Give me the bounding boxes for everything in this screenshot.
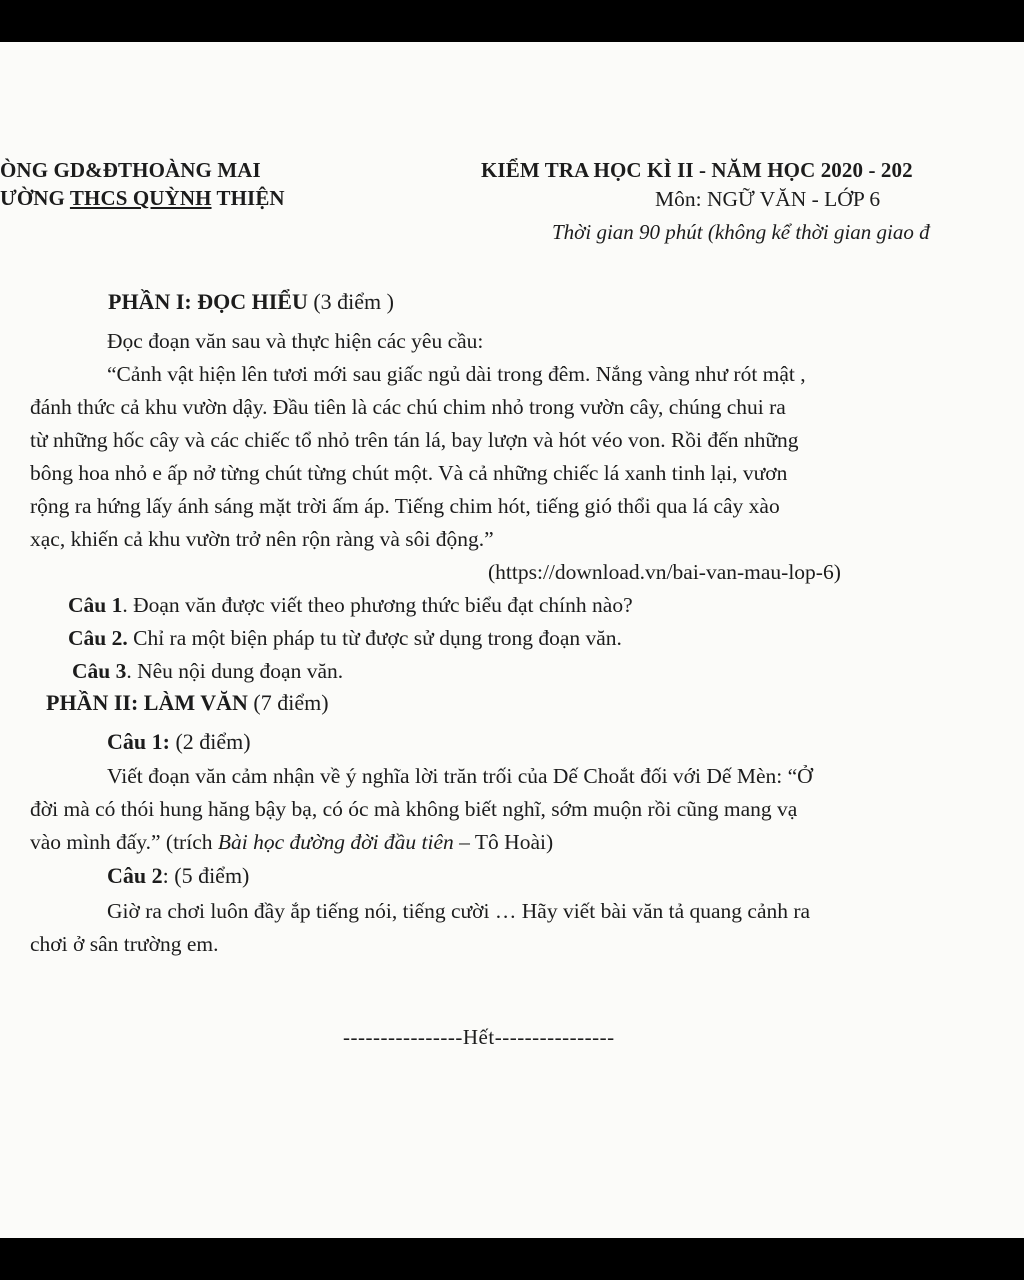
part2-q1-line: vào mình đấy.” (trích Bài học đường đời đầu tiên – Tô Hoài) bbox=[30, 830, 554, 854]
part2-q2-line: chơi ở sân trường em. bbox=[30, 932, 219, 956]
passage-line: đánh thức cả khu vườn dậy. Đầu tiên là các chú chim nhỏ trong vườn cây, chúng chui ra bbox=[30, 395, 786, 419]
question-2: Câu 2. Chỉ ra một biện pháp tu từ được sử dụng trong đoạn văn. bbox=[68, 626, 622, 650]
passage-line: rộng ra hứng lấy ánh sáng mặt trời ấm áp. Tiếng chim hót, tiếng gió thổi qua lá cây xào bbox=[30, 494, 780, 518]
part1-title: PHẦN I: ĐỌC HIỂU (3 điểm ) bbox=[108, 289, 394, 314]
part2-q1-line: đời mà có thói hung hăng bậy bạ, có óc mà không biết nghĩ, sớm muộn rồi cũng mang vạ bbox=[30, 797, 798, 821]
part2-question-1-heading: Câu 1: (2 điểm) bbox=[107, 729, 251, 754]
part2-title: PHẦN II: LÀM VĂN (7 điểm) bbox=[46, 690, 329, 715]
passage-line: xạc, khiến cả khu vườn trở nên rộn ràng và sôi động.” bbox=[30, 527, 494, 551]
passage-line: từ những hốc cây và các chiếc tổ nhỏ trên tán lá, bay lượn và hót véo von. Rồi đến những bbox=[30, 428, 799, 452]
part2-q2-line: Giờ ra chơi luôn đầy ắp tiếng nói, tiếng cười … Hãy viết bài văn tả quang cảnh ra bbox=[107, 899, 811, 923]
school-name-underlined: THCS QUỲNH bbox=[69, 186, 212, 210]
question-3: Câu 3. Nêu nội dung đoạn văn. bbox=[72, 659, 344, 683]
exam-page bbox=[0, 42, 1024, 1238]
passage-line: “Cảnh vật hiện lên tươi mới sau giấc ngủ dài trong đêm. Nắng vàng như rót mật , bbox=[107, 362, 806, 386]
time-note: Thời gian 90 phút (không kể thời gian giao đ bbox=[552, 220, 930, 244]
part2-q1-line: Viết đoạn văn cảm nhận về ý nghĩa lời trăn trối của Dế Choắt đối với Dế Mèn: “Ở bbox=[107, 764, 813, 788]
passage-line: bông hoa nhỏ e ấp nở từng chút từng chút một. Và cả những chiếc lá xanh tinh lại, vươn bbox=[30, 461, 788, 485]
school-name: ƯỜNG THCS QUỲNH THIỆN bbox=[0, 186, 285, 210]
question-1: Câu 1. Đoạn văn được viết theo phương thức biểu đạt chính nào? bbox=[68, 593, 633, 617]
department-name: ÒNG GD&ĐTHOÀNG MAI bbox=[0, 158, 261, 182]
source-citation: (https://download.vn/bai-van-mau-lop-6) bbox=[488, 560, 841, 584]
part1-instruction: Đọc đoạn văn sau và thực hiện các yêu cầu: bbox=[107, 329, 484, 353]
work-title: Bài học đường đời đầu tiên bbox=[217, 830, 454, 854]
end-marker: ----------------Hết---------------- bbox=[343, 1025, 615, 1049]
subject-line: Môn: NGỮ VĂN - LỚP 6 bbox=[655, 187, 881, 211]
part2-question-2-heading: Câu 2: (5 điểm) bbox=[107, 863, 250, 888]
exam-title: KIỂM TRA HỌC KÌ II - NĂM HỌC 2020 - 202 bbox=[481, 158, 913, 182]
